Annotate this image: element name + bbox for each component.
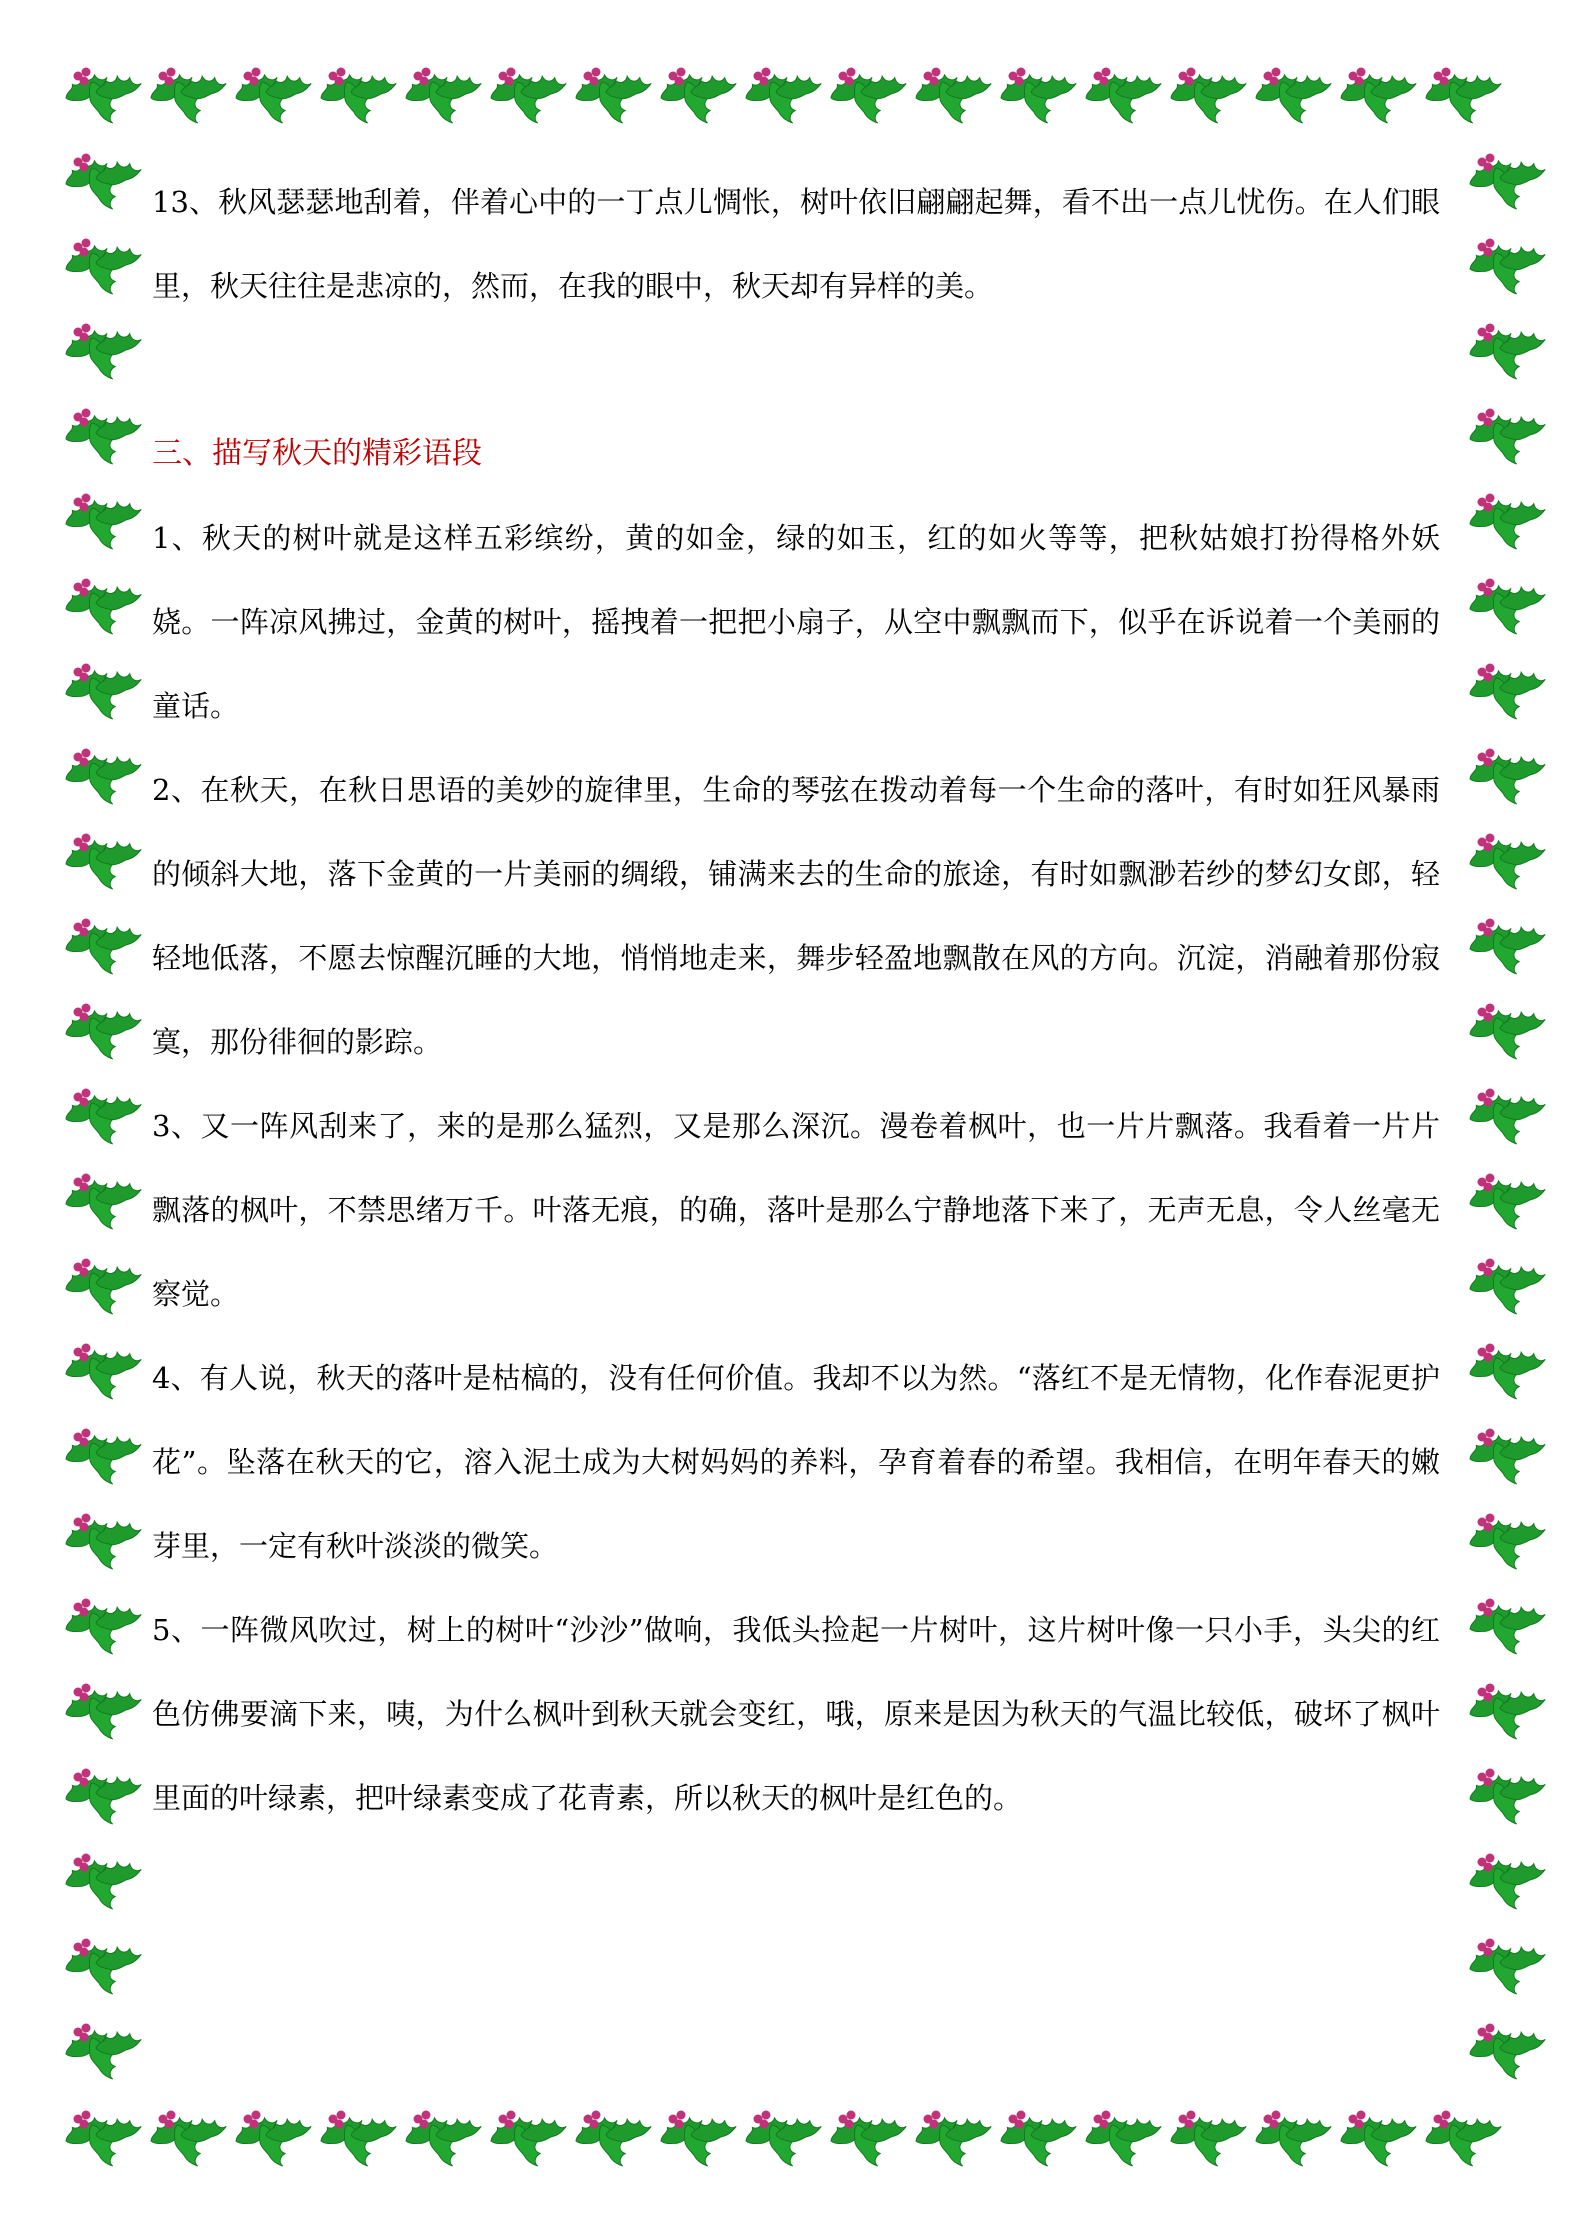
holly-sprig-icon [486,2110,568,2171]
holly-sprig-icon [1465,1768,1547,1829]
holly-border-right [1465,153,1547,2084]
holly-sprig-icon [741,67,823,128]
holly-sprig-icon [316,67,398,128]
holly-sprig-icon [61,2023,143,2084]
holly-sprig-icon [1465,918,1547,979]
holly-sprig-icon [1251,2110,1333,2171]
holly-sprig-icon [61,1938,143,1999]
holly-sprig-icon [571,67,653,128]
paragraph-1: 1、秋天的树叶就是这样五彩缤纷，黄的如金，绿的如玉，红的如火等等，把秋姑娘打扮得格外妖娆。一阵凉风拂过，金黄的树叶，摇拽着一把把小扇子，从空中飘飘而下，似乎在诉说着一个美丽的童话。 [152,521,1440,723]
holly-sprig-icon [1336,2110,1418,2171]
holly-sprig-icon [61,1428,143,1489]
holly-sprig-icon [1465,1683,1547,1744]
holly-sprig-icon [911,2110,993,2171]
holly-sprig-icon [1166,2110,1248,2171]
holly-sprig-icon [61,1598,143,1659]
holly-sprig-icon [146,67,228,128]
paragraph-5: 5、一阵微风吹过，树上的树叶“沙沙”做响，我低头捡起一片树叶，这片树叶像一只小手，头尖的红色仿佛要滴下来，咦，为什么枫叶到秋天就会变红，哦，原来是因为秋天的气温比较低，破坏了枫叶里面的叶绿素，把叶绿素变成了花青素，所以秋天的枫叶是红色的。 [152,1613,1440,1815]
holly-border-left [61,153,143,2084]
holly-sprig-icon [1421,2110,1503,2171]
holly-sprig-icon [61,408,143,469]
holly-sprig-icon [401,67,483,128]
holly-sprig-icon [61,323,143,384]
holly-border-top [61,67,1503,128]
holly-sprig-icon [1465,238,1547,299]
holly-sprig-icon [61,1513,143,1574]
holly-sprig-icon [826,67,908,128]
holly-sprig-icon [486,67,568,128]
holly-sprig-icon [61,1853,143,1914]
holly-sprig-icon [996,67,1078,128]
holly-sprig-icon [61,2110,143,2171]
holly-sprig-icon [656,67,738,128]
holly-sprig-icon [996,2110,1078,2171]
holly-sprig-icon [571,2110,653,2171]
holly-sprig-icon [61,1258,143,1319]
section-heading: 三、描写秋天的精彩语段 [152,436,482,471]
holly-sprig-icon [61,1343,143,1404]
holly-sprig-icon [1465,1343,1547,1404]
holly-sprig-icon [1465,1088,1547,1149]
holly-sprig-icon [741,2110,823,2171]
holly-sprig-icon [826,2110,908,2171]
holly-sprig-icon [1465,833,1547,894]
paragraph-13: 13、秋风瑟瑟地刮着，伴着心中的一丁点儿惆怅，树叶依旧翩翩起舞，看不出一点儿忧伤。在人们眼里，秋天往往是悲凉的，然而，在我的眼中，秋天却有异样的美。 [152,185,1440,303]
holly-sprig-icon [316,2110,398,2171]
holly-sprig-icon [61,833,143,894]
holly-sprig-icon [61,1088,143,1149]
holly-sprig-icon [1465,748,1547,809]
paragraph-4: 4、有人说，秋天的落叶是枯槁的，没有任何价值。我却不以为然。“落红不是无情物，化作春泥更护花”。坠落在秋天的它，溶入泥土成为大树妈妈的养料，孕育着春的希望。我相信，在明年春天的嫩芽里，一定有秋叶淡淡的微笑。 [152,1361,1440,1563]
holly-sprig-icon [61,67,143,128]
holly-sprig-icon [1465,1598,1547,1659]
holly-sprig-icon [656,2110,738,2171]
holly-sprig-icon [61,1683,143,1744]
holly-sprig-icon [61,748,143,809]
holly-sprig-icon [1166,67,1248,128]
holly-sprig-icon [1465,1258,1547,1319]
holly-sprig-icon [1465,1003,1547,1064]
holly-sprig-icon [1465,408,1547,469]
holly-sprig-icon [61,238,143,299]
holly-sprig-icon [1465,1173,1547,1234]
holly-sprig-icon [1465,493,1547,554]
holly-sprig-icon [1465,1938,1547,1999]
holly-sprig-icon [1081,67,1163,128]
holly-sprig-icon [1465,2023,1547,2084]
holly-sprig-icon [1336,67,1418,128]
holly-sprig-icon [1251,67,1333,128]
holly-sprig-icon [1465,153,1547,214]
holly-sprig-icon [61,663,143,724]
holly-sprig-icon [1465,1853,1547,1914]
holly-sprig-icon [61,493,143,554]
holly-sprig-icon [61,578,143,639]
holly-sprig-icon [61,1173,143,1234]
holly-sprig-icon [1421,67,1503,128]
holly-sprig-icon [61,1768,143,1829]
holly-sprig-icon [61,153,143,214]
paragraph-3: 3、又一阵风刮来了，来的是那么猛烈，又是那么深沉。漫卷着枫叶，也一片片飘落。我看着一片片飘落的枫叶，不禁思绪万千。叶落无痕，的确，落叶是那么宁静地落下来了，无声无息，令人丝毫无察觉。 [152,1109,1440,1311]
holly-sprig-icon [1465,323,1547,384]
holly-sprig-icon [61,918,143,979]
holly-sprig-icon [911,67,993,128]
paragraph-spacer [152,328,1440,412]
holly-sprig-icon [1081,2110,1163,2171]
holly-sprig-icon [1465,1513,1547,1574]
holly-sprig-icon [401,2110,483,2171]
document-body [152,160,1440,1840]
holly-sprig-icon [231,2110,313,2171]
paragraph-2: 2、在秋天，在秋日思语的美妙的旋律里，生命的琴弦在拨动着每一个生命的落叶，有时如狂风暴雨的倾斜大地，落下金黄的一片美丽的绸缎，铺满来去的生命的旅途，有时如飘渺若纱的梦幻女郎，轻轻地低落，不愿去惊醒沉睡的大地，悄悄地走来，舞步轻盈地飘散在风的方向。沉淀，消融着那份寂寞，那份徘徊的影踪。 [152,773,1440,1059]
holly-sprig-icon [1465,578,1547,639]
holly-sprig-icon [61,1003,143,1064]
holly-border-bottom [61,2110,1503,2171]
holly-sprig-icon [146,2110,228,2171]
holly-sprig-icon [1465,663,1547,724]
holly-sprig-icon [231,67,313,128]
holly-sprig-icon [1465,1428,1547,1489]
